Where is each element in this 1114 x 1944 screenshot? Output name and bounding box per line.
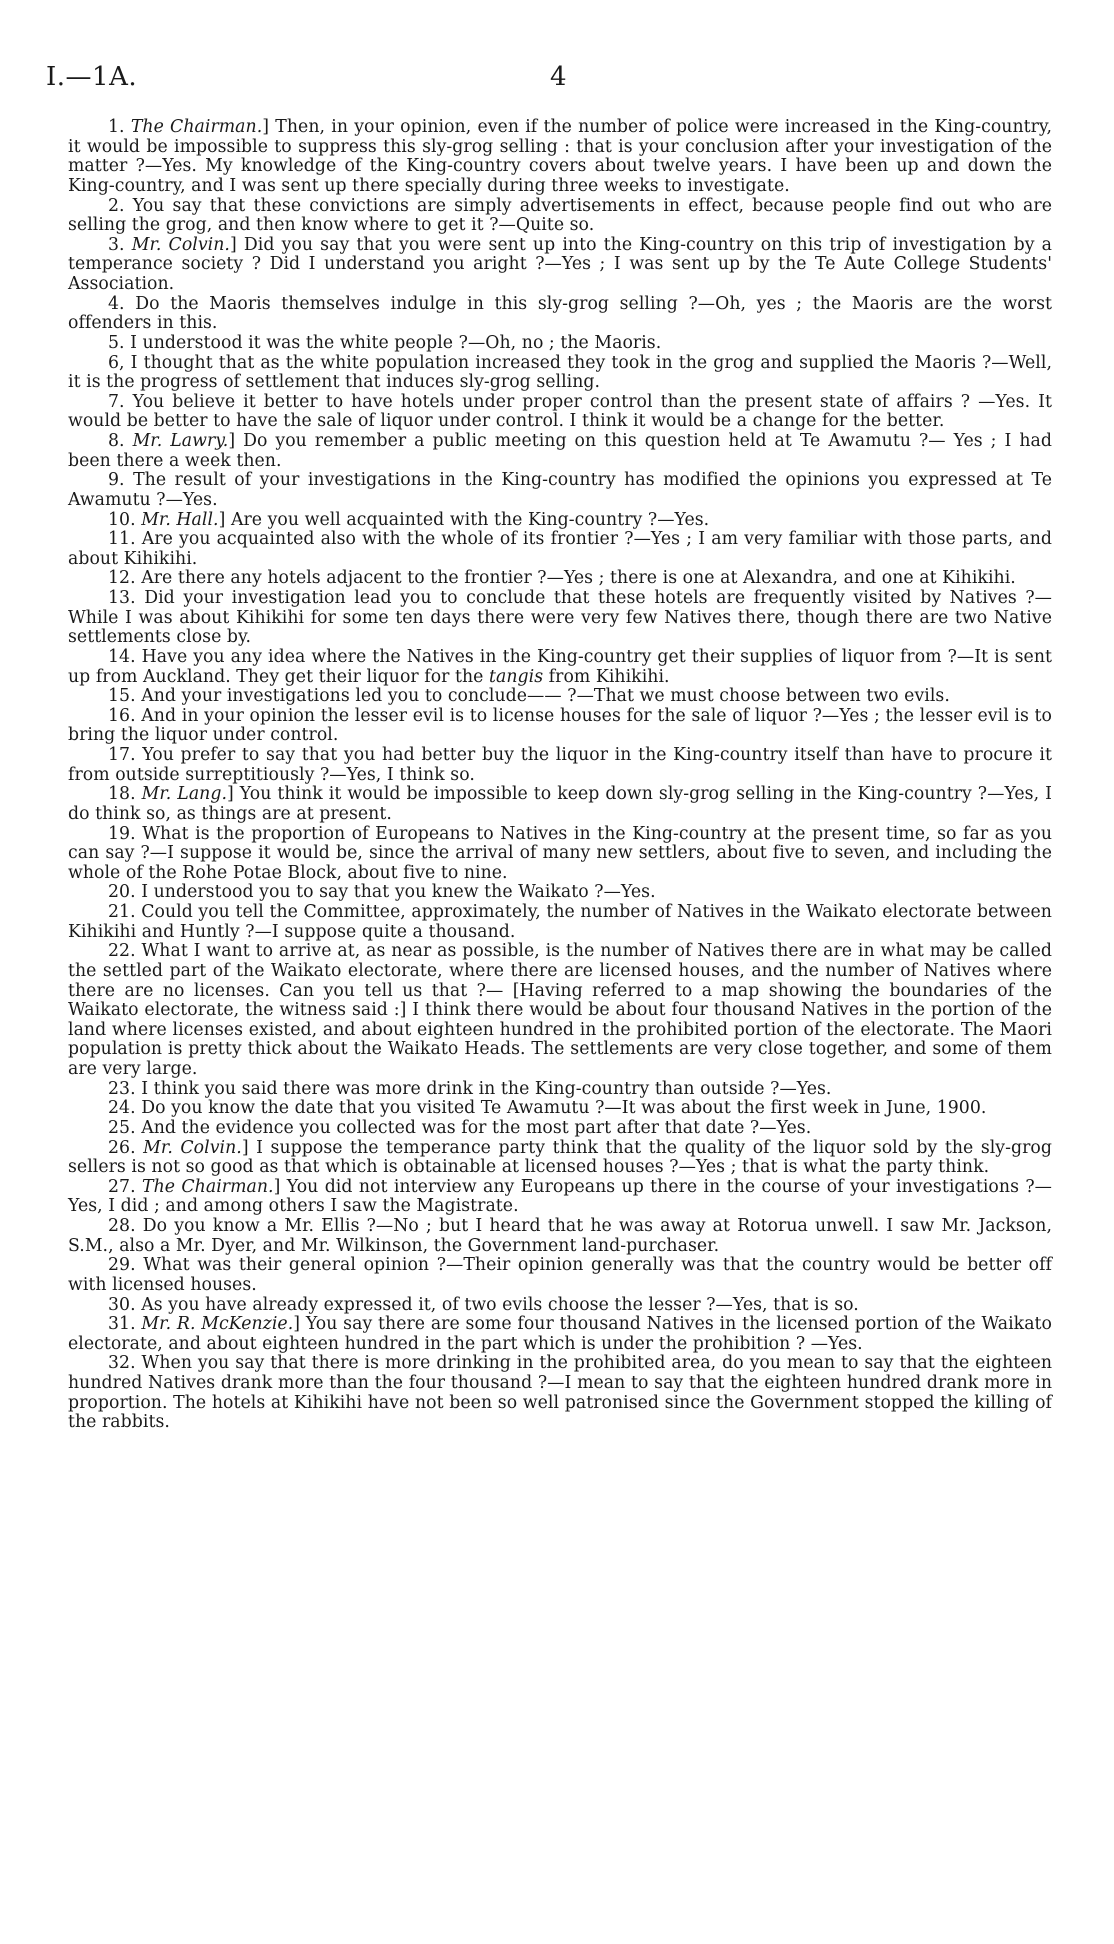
question-number: 21. [108, 902, 136, 922]
question-paragraph [68, 1256, 1052, 1295]
question-text: You prefer to say that you had better buy the liquor in the King-country itself than have to procure it from outside surreptitiously ?—Yes, I think so. [68, 745, 1052, 785]
question-paragraph [68, 1080, 1052, 1100]
speaker-name: Mr. Colvin. [131, 234, 230, 255]
question-number: 17. [108, 745, 136, 765]
question-text: I suppose the temperance party think that the quality of the liquor sold by the sly-grog sellers is not so good as that which is obtainable at licensed houses ?—Yes ; that is what the party think. [68, 1137, 1053, 1178]
speaker-name: The Chairman. [130, 117, 263, 137]
question-number: 19. [108, 823, 136, 844]
question-number: 15. [108, 686, 136, 707]
question-number: 24. [108, 1098, 136, 1119]
question-paragraph [68, 648, 1052, 687]
question-paragraph [68, 354, 1052, 393]
question-number: 4. [108, 293, 125, 314]
question-number: 32. [108, 1353, 136, 1374]
question-text: Do the Maoris themselves indulge in this sly-grog selling ?—Oh, yes ; the Maoris are the worst offenders in this. [68, 293, 1052, 334]
question-paragraph: 18. Mr. Lang.] You think it would be impossible to keep down sly-grog selling in the King-country ?—Yes, I do think so, as things are at present. [68, 784, 1052, 824]
question-number: 22. [108, 941, 136, 962]
question-number: 28. [108, 1216, 136, 1236]
question-paragraph [68, 687, 1052, 707]
question-number: 9. [108, 470, 125, 491]
question-number: 1. [108, 117, 125, 137]
question-number: 27. [108, 1176, 136, 1197]
question-number: 14. [108, 646, 136, 667]
question-number: 30. [108, 1294, 136, 1315]
question-paragraph [68, 530, 1052, 569]
question-paragraph [68, 825, 1052, 884]
speaker-name: The Chairman. [142, 1176, 274, 1197]
question-text: I think you said there was more drink in the King-country than outside ?—Yes. [141, 1078, 832, 1099]
question-paragraph [68, 197, 1052, 236]
question-text: I thought that as the white population increased they took in the grog and supplied the Maoris ?—Well, it is the progress of settlement that induces sly-grog selling. [68, 352, 1052, 393]
question-text: Do you remember a public meeting on this question held at Te Awamutu ?— Yes ; I had been there a week then. [68, 431, 1052, 471]
question-text: I understood you to say that you knew the Waikato ?—Yes. [141, 882, 656, 903]
question-paragraph [68, 707, 1052, 746]
question-paragraph [68, 903, 1052, 942]
question-paragraph [68, 569, 1052, 589]
question-paragraph: 1. The Chairman.] Then, in your opinion, even if the number of police were increased in the King-country, it would be impossible to suppress this sly-grog selling : that is your conclusion after your investigation of the matter ?—Yes. My knowledge of the King-country covers about twelve years. I have been up and down the King-country, and I was sent up there specially during three weeks to investigate. [68, 117, 1052, 196]
minutes-of-evidence [68, 118, 1052, 1433]
question-text: You say there are some four thousand Natives in the licensed portion of the Waikato electorate, and about eighteen hundred in the part which is under the prohibition ? —Yes. [68, 1314, 1053, 1354]
speaker-name: Mr. Colvin. [143, 1137, 242, 1158]
question-text: Have you any idea where the Natives in the King-country get their supplies of liquor from ?—It is sent up from Auckland. They get their liquor for the [68, 646, 1052, 687]
question-text: Are there any hotels adjacent to the frontier ?—Yes ; there is one at Alexandra, and one at Kihikihi. [141, 568, 1016, 589]
question-text: You say that these convictions are simply advertisements in effect, because people find out who are selling the grog, and then know where to get it ?—Quite so. [68, 195, 1052, 236]
question-text: And your investigations led you to conclude—— ?—That we must choose between two evils. [141, 686, 950, 707]
question-text: What is the proportion of Europeans to Natives in the King-country at the present time, so far as you can say ?—I suppose it would be, since the arrival of many new settlers, about five to seven, and including the whole of the Rohe Potae Block, about five to nine. [68, 823, 1053, 883]
question-number: 3. [108, 234, 125, 255]
question-text: Did your investigation lead you to conclude that these hotels are frequently visited by Natives ?—While I was about Kihikihi for some ten days there were very few Natives there, though there are two Native settlements close by. [68, 588, 1052, 648]
question-text: I understood it was the white people ?—Oh, no ; the Maoris. [130, 332, 662, 353]
question-text: You believe it better to have hotels under proper control than the present state of affairs ? —Yes. It would be better to have the sale of liquor under control. I think it would be a change for the better. [68, 391, 1052, 432]
question-text: The result of your investigations in the King-country has modified the opinions you expressed at Te Awamutu ?—Yes. [68, 470, 1053, 510]
question-paragraph [68, 1354, 1052, 1433]
question-number: 31. [108, 1314, 136, 1335]
question-paragraph: 3. Mr. Colvin.] Did you say that you were sent up into the King-country on this trip of investigation by a temperance society ? Did I understand you aright ?—Yes ; I was sent up by the Te Aute College Students' Association. [68, 234, 1052, 294]
question-paragraph [68, 942, 1052, 1079]
question-paragraph [68, 334, 1052, 354]
question-number: 6, [108, 352, 125, 373]
question-paragraph [68, 883, 1052, 903]
question-text: And the evidence you collected was for the most part after that date ?—Yes. [141, 1117, 812, 1138]
question-paragraph: 31. Mr. R. McKenzie.] You say there are some four thousand Natives in the licensed portion of the Waikato electorate, and about eighteen hundred in the part which is under the prohibition ? —Yes. [68, 1314, 1053, 1354]
question-number: 25. [108, 1117, 136, 1138]
question-text: What I want to arrive at, as near as possible, is the number of Natives there are in what may be called the settled part of the Waikato electorate, where there are licensed houses, and the number of Natives where there are no licenses. Can you tell us that ?— [Having referred to a map showing the boundaries of the Waikato electorate, the witness said :] I think there would be about four thousand Natives in the portion of the land where licenses existed, and about eighteen hundred in the prohibited portion of the electorate. The Maori population is pretty thick about the Waikato Heads. The settlements are very close together, and some of them are very large. [68, 941, 1053, 1079]
question-number: 16. [108, 705, 136, 726]
question-paragraph [68, 471, 1052, 510]
question-text: You did not interview any Europeans up there in the course of your investigations ?—Yes, I did ; and among others I saw the Magistrate. [68, 1176, 1052, 1217]
question-paragraph [68, 746, 1052, 785]
page-number: 4 [550, 62, 567, 92]
question-number: 11. [108, 529, 136, 550]
document-reference: I.—1A. [46, 62, 138, 92]
question-number: 5. [108, 332, 125, 353]
question-number: 23. [108, 1078, 136, 1099]
question-number: 8. [108, 431, 125, 451]
question-paragraph: 10. Mr. Hall.] Are you well acquainted with the King-country ?—Yes. [108, 509, 710, 530]
question-text: Do you know the date that you visited Te Awamutu ?—It was about the first week in June, 1900. [141, 1098, 987, 1119]
question-paragraph [68, 589, 1052, 648]
question-number: 29. [108, 1255, 136, 1276]
question-number: 10. [108, 509, 136, 530]
foreign-term: tangis [489, 666, 544, 687]
question-text: You think it would be impossible to keep down sly-grog selling in the King-country ?—Yes, I do think so, as things are at present. [68, 784, 1052, 824]
page-header [46, 62, 1054, 96]
speaker-name: Mr. R. McKenzie. [141, 1314, 294, 1335]
question-number: 2. [108, 195, 125, 216]
question-paragraph [68, 1119, 1052, 1139]
question-number: 26. [108, 1137, 136, 1158]
question-text: Are you well acquainted with the King-country ?—Yes. [230, 509, 710, 530]
question-number: 13. [108, 588, 136, 608]
question-text: As you have already expressed it, of two evils choose the lesser ?—Yes, that is so. [141, 1294, 859, 1315]
question-paragraph [68, 1099, 1052, 1119]
question-number: 7. [108, 391, 125, 412]
question-number: 20. [108, 882, 136, 903]
speaker-name: Mr. Lang. [141, 784, 228, 805]
question-text: Do you know a Mr. Ellis ?—No ; but I heard that he was away at Rotorua unwell. I saw Mr. Jackson, S.M., also a Mr. Dyer, and Mr. Wilkinson, the Government land-purchaser. [68, 1216, 1052, 1256]
question-paragraph: 27. The Chairman.] You did not interview any Europeans up there in the course of your investigations ?—Yes, I did ; and among others I saw the Magistrate. [68, 1176, 1052, 1217]
question-paragraph [68, 1296, 1052, 1316]
question-text: When you say that there is more drinking in the prohibited area, do you mean to say that the eighteen hundred Natives drank more than the four thousand ?—I mean to say that the eighteen hundred drank more in proportion. The hotels at Kihikihi have not been so well patronised since the Government stopped the killing of the rabbits. [68, 1353, 1052, 1433]
speaker-name: Mr. Hall. [141, 509, 219, 530]
question-number: 18. [108, 784, 136, 805]
question-text: Did you say that you were sent up into the King-country on this trip of investigation by a temperance society ? Did I understand you aright ?—Yes ; I was sent up by the Te Aute College Students' Association. [68, 234, 1052, 294]
question-paragraph [68, 1217, 1052, 1256]
question-paragraph: 26. Mr. Colvin.] I suppose the temperance party think that the quality of the liquor sold by the sly-grog sellers is not so good as that which is obtainable at licensed houses ?—Yes ; that is what the party think. [68, 1137, 1053, 1178]
question-text: And in your opinion the lesser evil is to license houses for the sale of liquor ?—Yes ; the lesser evil is to bring the liquor under control. [68, 705, 1052, 746]
question-text: Could you tell the Committee, approximately, the number of Natives in the Waikato electorate between Kihikihi and Huntly ?—I suppose quite a thousand. [68, 902, 1052, 942]
speaker-name: Mr. Lawry. [132, 431, 229, 451]
question-number: 12. [108, 568, 136, 589]
question-text: Then, in your opinion, even if the number of police were increased in the King-country, it would be impossible to suppress this sly-grog selling : that is your conclusion after your investigation of the matter ?—Yes. My knowledge of the King-country covers about twelve years. I have been up and down the King-country, and I was sent up there specially during three weeks to investigate. [68, 117, 1052, 196]
question-paragraph: 8. Mr. Lawry.] Do you remember a public meeting on this question held at Te Awamutu ?— Yes ; I had been there a week then. [68, 431, 1052, 471]
question-text-continued: from Kihikihi. [543, 666, 670, 687]
question-paragraph [68, 393, 1052, 432]
question-text: Are you acquainted also with the whole of its frontier ?—Yes ; I am very familiar with those parts, and about Kihikihi. [68, 529, 1052, 569]
question-paragraph [68, 295, 1052, 334]
question-text: What was their general opinion ?—Their opinion generally was that the country would be better off with licensed houses. [68, 1255, 1052, 1295]
